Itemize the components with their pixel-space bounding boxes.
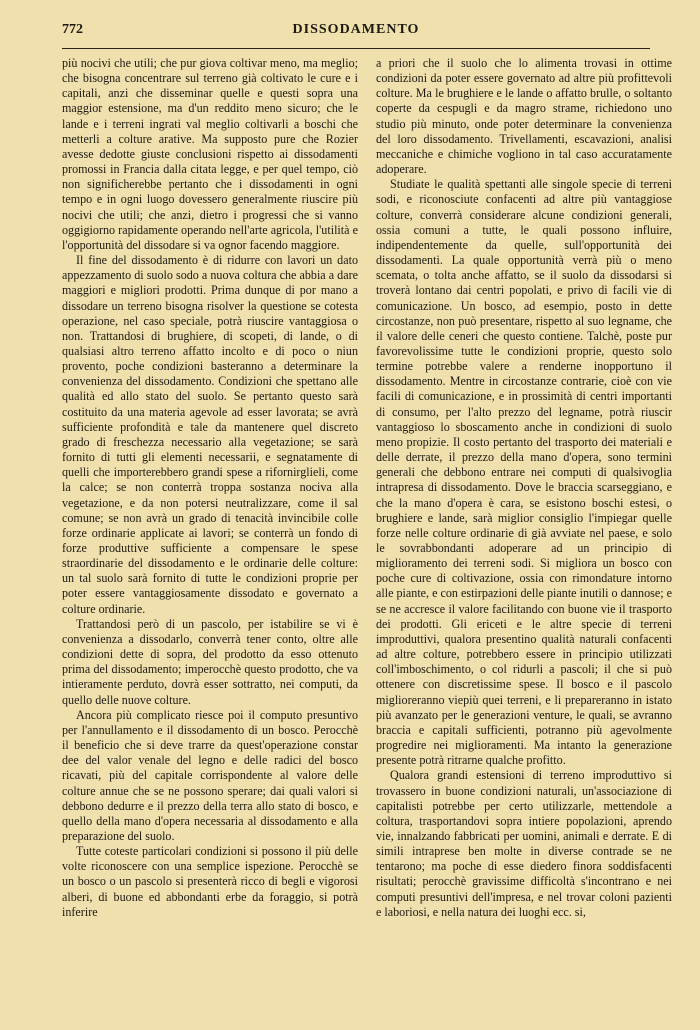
paragraph: Ancora più complicato riesce poi il computo presuntivo per l'annullamento e il dissodamento di un bosco. Perocchè il beneficio che si deve trarre da quest'operazione constar dee del valor venale del legno e delle radici del bosco ricavati, più del capitale corrispondente al valore delle colture annue che se ne possono sperare; dai quali valori si debbono dedurre e il prezzo della terra allo stato di bosco, e quello della mano d'opera necessaria al dissodamento e alla preparazione del suolo. [62, 707, 358, 843]
page-number: 772 [62, 22, 83, 37]
paragraph: Il fine del dissodamento è di ridurre con lavori un dato appezzamento di suolo sodo a nuova coltura che abbia a dare maggiori e migliori prodotti. Prima dunque di por mano a dissodare un terreno bisogna risolver la questione se cotesta operazione, nel caso speciale, potrà riuscire vantaggiosa o non. Trattandosi di brughiere, di scopeti, di lande, o di qualsiasi altro terreno affatto incolto e di poco o niun provento, poche condizioni basteranno a determinare la convenienza del dissodamento. Condizioni che spettano alle qualità ed allo stato del suolo. Se pertanto questo sarà costituito da una materia agevole ad esser lavorata; se avrà sufficiente profondità e tale da mantenere quel discreto grado di freschezza necessario alla vegetazione; se sarà fornito di tutti gli elementi necessarii, e segnatamente di quelli che importerebbero grandi spese a rifornirglieli, come la calce; se non conterrà troppa sostanza nociva alla vegetazione, e da non potersi neutralizzare, come il sal comune; se non avrà un grado di tenacità invincibile colle forze ordinarie applicate ai lavori; se conterrà un fondo di forze produttive sufficiente a compensare le spese straordinarie del dissodamento e le ordinarie delle colture: un tal suolo sarà fornito di tutte le condizioni proprie per poter essere vantaggiosamente dissodato e governato a colture ordinarie. [62, 253, 358, 616]
paragraph: Tutte coteste particolari condizioni si possono il più delle volte riconoscere con una semplice ispezione. Perocchè se un bosco o un pascolo si presenterà ricco di begli e vigorosi alberi, di buone ed abbondanti erbe da foraggio, si potrà inferire [62, 844, 358, 919]
right-column [376, 56, 672, 920]
paragraph: Trattandosi però di un pascolo, per istabilire se vi è convenienza a dissodarlo, converrà tener conto, oltre alle condizioni dette di sopra, del prodotto da esso ottenuto prima del dissodamento; imperocchè questo prodotto, che va intieramente perduto, dovrà esser sottratto, nei computi, da quello delle nuove colture. [62, 616, 358, 707]
paragraph: Qualora grandi estensioni di terreno improduttivo si trovassero in buone condizioni naturali, un'associazione di capitalisti potrebbe per certo utilizzarle, mettendole a coltura, trasportandovi sopra intiere popolazioni, aprendo vie, innalzando fabbricati per uomini, animali e derrate. E di simili intraprese ben molte in diverse contrade se ne tentarono; ma poche di esse diedero finora soddisfacenti risultati; perocchè gravissime difficoltà s'incontrano e nei computi presuntivi dell'impresa, e nel trovar coloni pazienti e laboriosi, e nella natura dei luoghi ecc. si, [376, 768, 672, 919]
paragraph: a priori che il suolo che lo alimenta trovasi in ottime condizioni da poter essere governato ad altre più profittevoli colture. Ma le brughiere e le lande o affatto brulle, o soltanto coperte da cespugli e da magro strame, richiedono uno studio più minuto, onde poter determinare la convenienza del loro dissodamento. Trivellamenti, escavazioni, analisi meccaniche e chimiche vogliono in tal caso accuratamente adoperare. [376, 56, 672, 177]
left-column [62, 56, 358, 920]
paragraph: più nocivi che utili; che pur giova coltivar meno, ma meglio; che bisogna concentrare sul terreno già coltivato le cure e i capitali, anzi che disseminar quelle e questi sopra una maggior estensione, ma d'un reddito meno sicuro; che le lande e i terreni ingrati val meglio coltivarli a boschi che metterli a colture arative. Ma supposto pure che Rozier avesse dedotte giuste conclusioni rispetto ai dissodamenti promossi in Francia dalla citata legge, e per quel tempo, ciò non significherebbe pertanto che i dissodamenti in ogni tempo e in ogni luogo dovessero generalmente riuscire più nocivi che utili; che anzi, dietro i progressi che si vanno oggigiorno rapidamente operando nell'arte agricola, l'utilità e l'opportunità del dissodare si va ognor facendo maggiore. [62, 56, 358, 252]
running-title: DISSODAMENTO [292, 22, 420, 37]
page-header [62, 18, 650, 49]
paragraph: Studiate le qualità spettanti alle singole specie di terreni sodi, e riconosciute confacenti ad altre più vantaggiose colture, converrà considerare alcune condizioni generali, ossia comuni a tutte, le quali possono influire, indipendentemente da quelle, sull'opportunità dei dissodamenti. La quale opportunità verrà più o meno scemata, o tolta anche affatto, se il suolo da dissodarsi si troverà lontano dai centri popolati, e privo di facili vie di comunicazione. Un bosco, ad esempio, posto in dette circostanze, non può presentare, rispetto al suo legname, che il valore delle ceneri che questo contiene. Talchè, poste pur favorevolissime tutte le condizioni proprie, questo solo termine potrebbe valere a renderne inopportuno il dissodamento. Mentre in circostanze contrarie, cioè con vie facili di comunicazione, e in prossimità di centri importanti di consumo, per l'alto prezzo del legname, potrà riuscir vantaggioso lo sboscamento anche in condizioni di suolo meno propizie. Il costo pertanto del trasporto dei materiali e delle derrate, il prezzo della mano d'opera, sono termini generali che debbono entrare nei computi di qualsivoglia intrapresa di dissodamento. Dove le braccia scarseggiano, e che la mano d'opera è cara, se esistono boschi estesi, o brughiere e lande, sarà miglior consiglio l'impiegar quelle forze nelle colture ordinarie di già avviate nel paese, e solo le sovrabbondanti adoperare ad un principio di miglioramento dei terreni sodi. Si migliora un bosco con poche cure di coltivazione, ossia con rimondature intorno alle piante, e con estirpazioni delle piante inutili o dannose; e se ne accresce il valore facilitando con buone vie il trasporto dei prodotti. Gli ericeti e le altre specie di terreni improduttivi, qualora presentino qualità naturali confacenti ad altre colture, potrebbero essere in principio utilizzati coll'imboschimento, o col ridurli a pascoli; il che si può ottenere con discretissime spese. Il bosco e il pascolo miglioreranno viepiù quei terreni, e li prepareranno in istato più avanzato per le generazioni venture, le quali, se avranno braccia e capitali sufficienti, potranno più agevolmente progredire nei miglioramenti. Ma intanto la generazione presente potrà ritrarne qualche profitto. [376, 177, 672, 768]
